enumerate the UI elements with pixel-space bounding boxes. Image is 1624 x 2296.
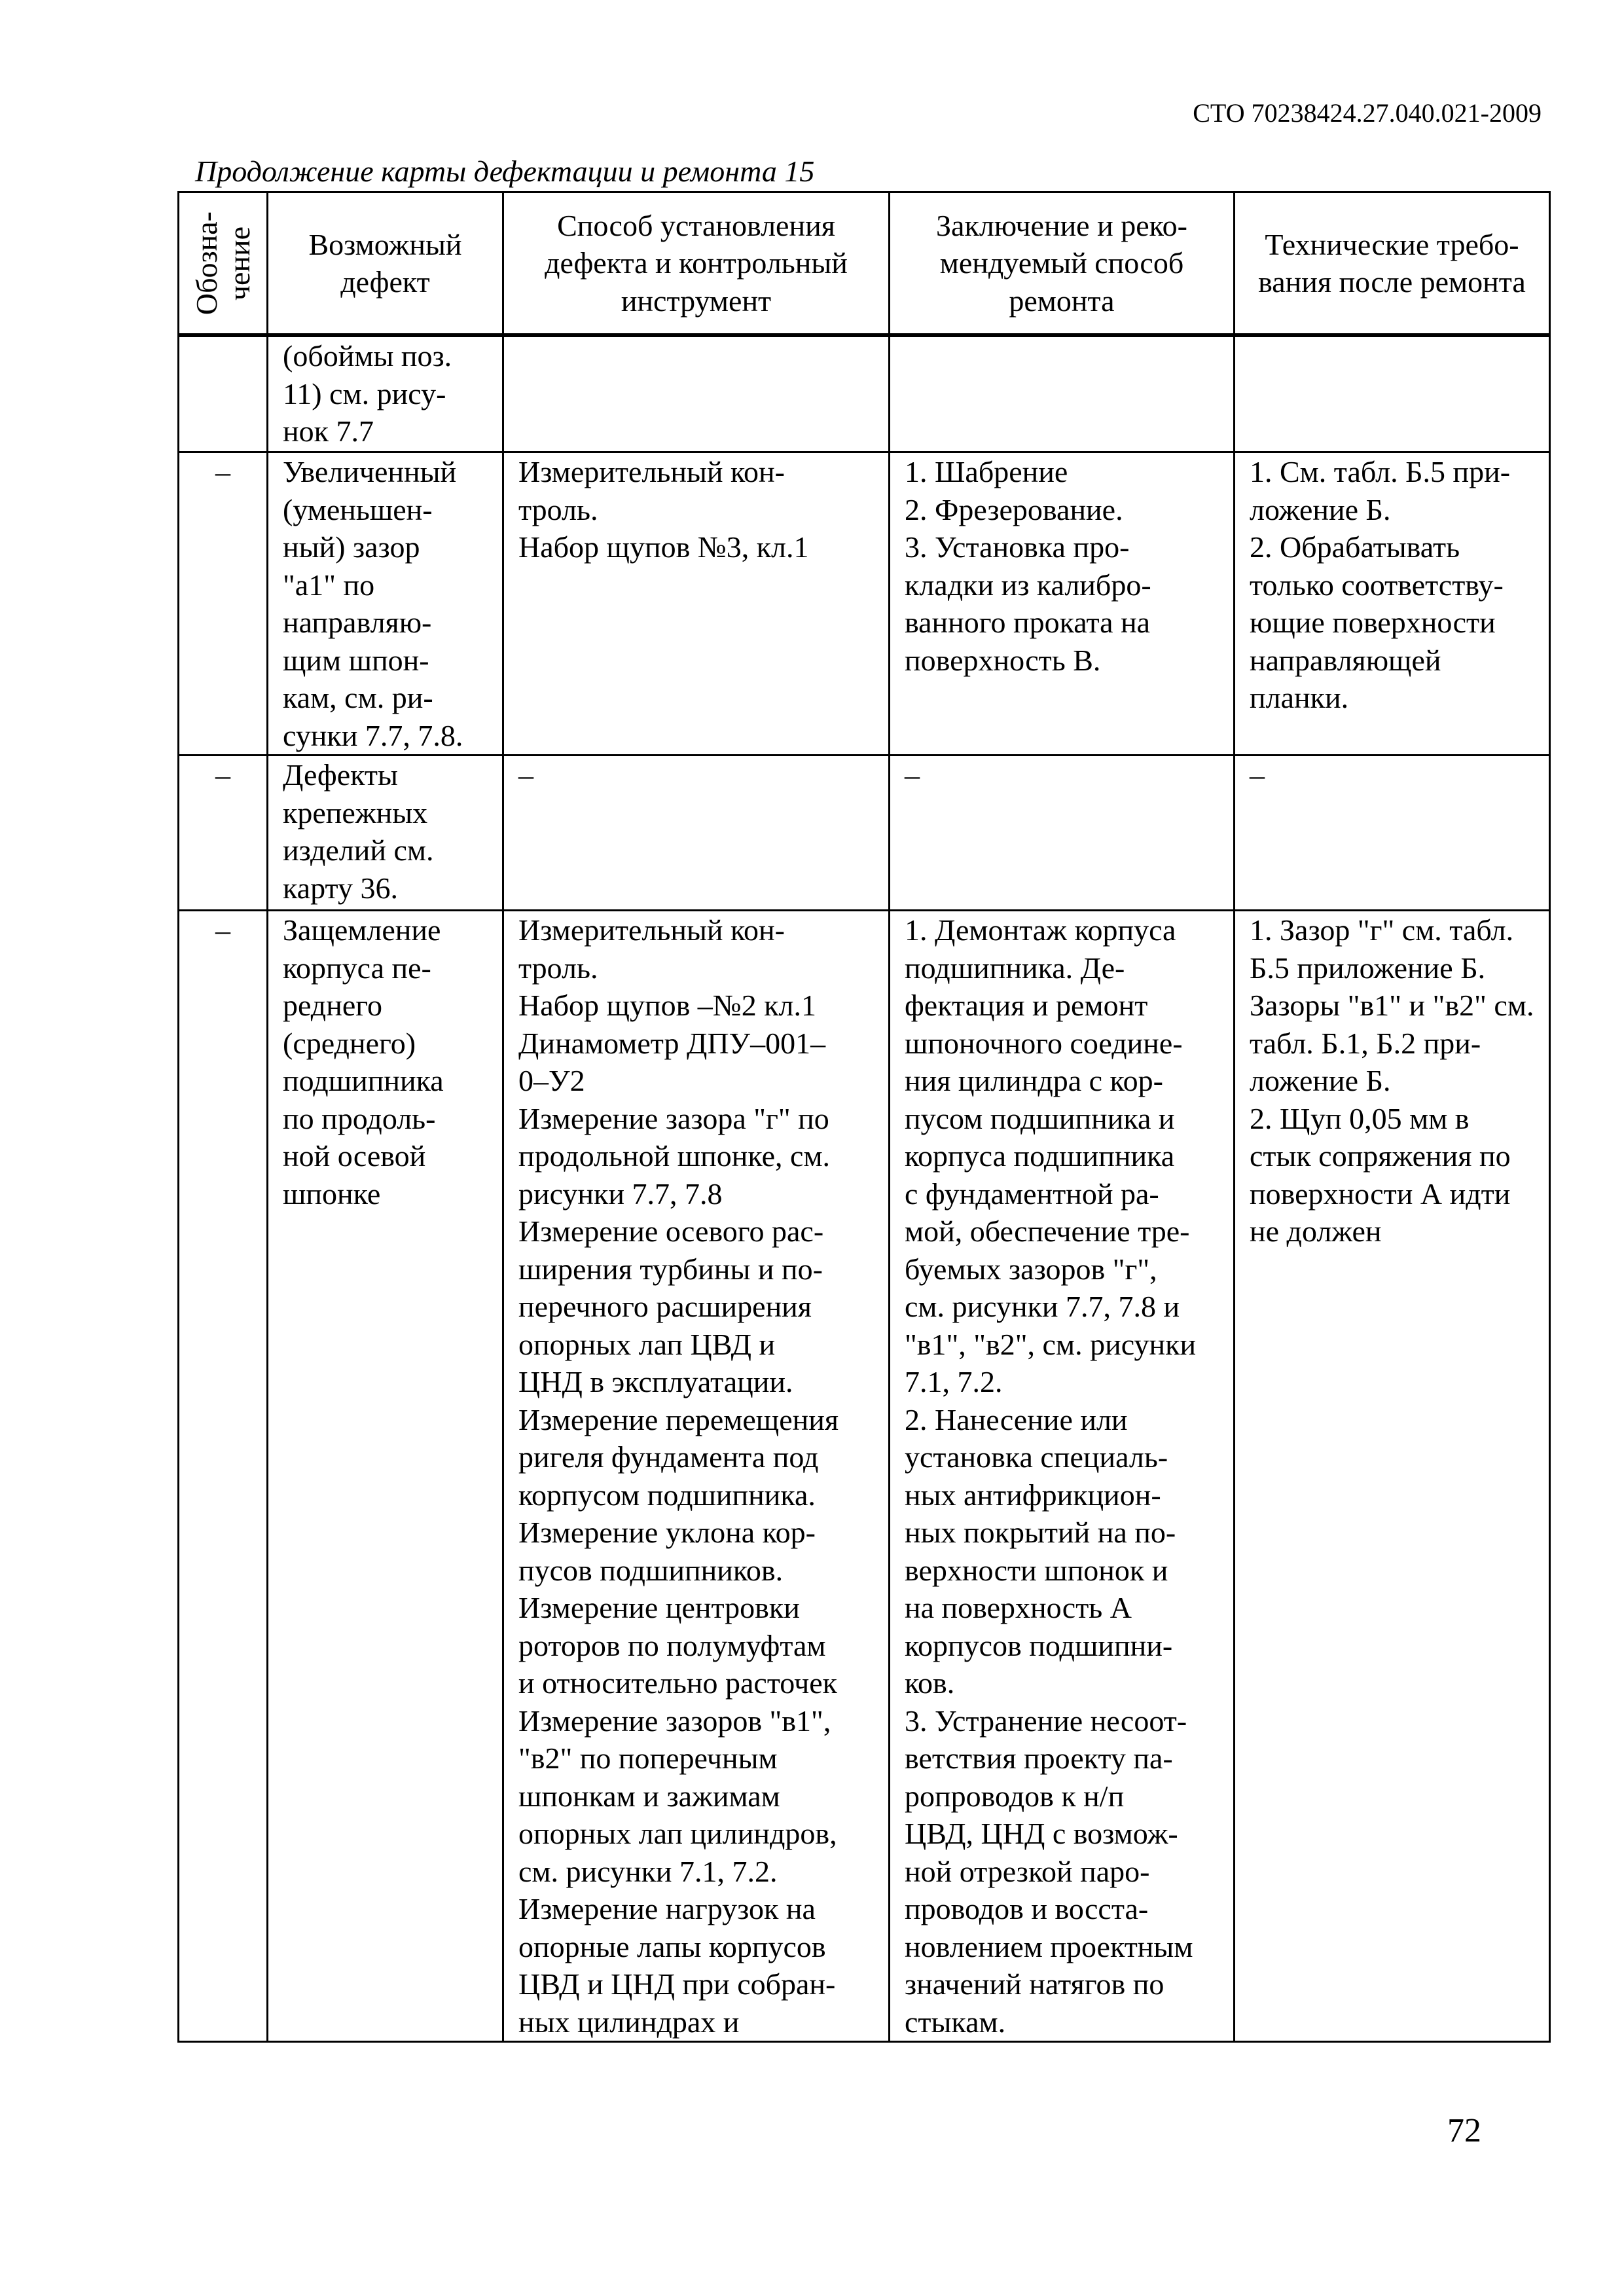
cell-line: ширения турбины и по- [518,1252,823,1286]
table-row [179,756,1550,911]
header-method [503,192,890,336]
cell-line: Измерение уклона кор- [518,1516,816,1549]
cell-line: шпонке [283,1176,381,1211]
cell-line: буемых зазоров "г", [905,1252,1157,1286]
cell-line: – [1250,758,1265,792]
cell-line: изделий см. [283,833,434,867]
cell-line: ния цилиндра с кор- [905,1064,1163,1097]
cell-line: продольной шпонке, см. [518,1139,831,1173]
cell-line: 1. См. табл. Б.5 при- [1250,455,1511,488]
cell-line: и относительно расточек [518,1666,838,1700]
cell-line: Защемление [283,913,441,947]
cell-line: 2. Щуп 0,05 мм в [1250,1101,1470,1135]
cell-line: ющие поверхности [1250,606,1496,639]
cell-line: "в2" по поперечным [518,1741,778,1775]
cell-line: стыкам. [905,2005,1006,2039]
cell-line: поверхности А идти [1250,1176,1511,1211]
cell-line: 2. Нанесение или [905,1402,1128,1436]
cell-line: нок 7.7 [283,414,374,448]
header-requirements-line: вания после ремонта [1258,265,1526,299]
cell-line: см. рисунки 7.1, 7.2. [518,1854,778,1888]
cell-line: 2. Обрабатывать [1250,530,1460,564]
cell-line: ный) зазор [283,530,420,564]
header-conclusion-line: мендуемый способ [939,246,1184,280]
cell-line: Б.5 приложение Б. [1250,951,1486,985]
cell-conclusion [890,911,1235,2042]
cell-line: корпусом подшипника. [518,1478,816,1512]
cell-line: 11) см. рису- [283,376,446,410]
cell-line: направляющей [1250,643,1441,677]
cell-line: подшипника. Де- [905,951,1125,985]
cell-line: поверхность В. [905,643,1101,677]
cell-conclusion [890,452,1235,756]
cell-line: кам, см. ри- [283,681,433,714]
cell-line: корпусов подшипни- [905,1628,1173,1662]
cell-line: шпоночного соедине- [905,1026,1183,1060]
cell-line: "а1" по [283,568,375,602]
cell-mark: – [179,911,268,2042]
cell-line: направляю- [283,606,432,639]
cell-line: опорных лап ЦВД и [518,1327,776,1361]
cell-line: реднего [283,989,382,1022]
cell-line: (обоймы поз. [283,339,452,373]
cell-line: табл. Б.1, Б.2 при- [1250,1026,1481,1060]
cell-line: карту 36. [283,871,398,905]
cell-line: щим шпон- [283,643,429,677]
cell-method [503,756,890,911]
cell-line: Набор щупов –№2 кл.1 [518,989,816,1022]
header-requirements [1235,192,1550,336]
cell-line: ных антифрикцион- [905,1478,1161,1512]
cell-line: Увеличенный [283,455,457,488]
cell-line: крепежных [283,795,428,829]
cell-line: (среднего) [283,1026,416,1060]
cell-line: см. рисунки 7.7, 7.8 и [905,1290,1180,1323]
cell-requirements [1235,452,1550,756]
cell-method [503,335,890,452]
cell-line: 1. Зазор "г" см. табл. [1250,913,1514,947]
cell-line: ригеля фундамента под [518,1440,819,1474]
header-conclusion [890,192,1235,336]
continuation-caption: Продолжение карты дефектации и ремонта 15 [195,155,815,188]
cell-line: Измерение перемещения [518,1402,839,1436]
cell-line: ЦНД в эксплуатации. [518,1365,793,1398]
cell-line: 2. Фрезерование. [905,492,1123,526]
cell-line: 0–У2 [518,1064,585,1097]
cell-line: ков. [905,1666,955,1700]
cell-conclusion [890,756,1235,911]
cell-line: Набор щупов №3, кл.1 [518,530,809,564]
cell-line: фектация и ремонт [905,989,1148,1022]
cell-conclusion [890,335,1235,452]
table-row [179,452,1550,756]
cell-line: 3. Устранение несоот- [905,1704,1187,1738]
cell-line: перечного расширения [518,1290,812,1323]
header-conclusion-line: Заключение и реко- [936,208,1187,242]
cell-line: – [518,758,533,792]
table-row [179,911,1550,2042]
cell-line: с фундаментной ра- [905,1176,1159,1211]
cell-line: роторов по полумуфтам [518,1628,826,1662]
header-method-line: инструмент [621,283,772,318]
cell-line: 1. Шабрение [905,455,1068,488]
header-defect [268,192,503,336]
cell-line: Измерение центровки [518,1591,800,1624]
cell-line: 3. Установка про- [905,530,1130,564]
cell-line: Измерение осевого рас- [518,1214,824,1248]
cell-line: троль. [518,951,598,985]
cell-line: ных покрытий на по- [905,1516,1176,1549]
cell-defect [268,335,503,452]
header-conclusion-line: ремонта [1009,283,1115,318]
cell-line: корпуса пе- [283,951,431,985]
cell-line: новлением проектным [905,1929,1193,1963]
cell-line: троль. [518,492,598,526]
cell-line: не должен [1250,1214,1382,1248]
cell-line: Дефекты [283,758,398,792]
cell-line: стык сопряжения по [1250,1139,1511,1173]
cell-line: ЦВД и ЦНД при собран- [518,1967,836,2001]
cell-line: Измерение нагрузок на [518,1892,816,1925]
cell-line: проводов и восста- [905,1892,1149,1925]
cell-line: ложение Б. [1250,1064,1391,1097]
cell-line: "в1", "в2", см. рисунки [905,1327,1197,1361]
cell-line: Динамометр ДПУ–001– [518,1026,826,1060]
cell-line: значений натягов по [905,1967,1164,2001]
cell-line: Измерительный кон- [518,455,785,488]
cell-method [503,452,890,756]
cell-mark: – [179,756,268,911]
cell-line: опорные лапы корпусов [518,1929,826,1963]
cell-defect [268,756,503,911]
header-mark-line: Обозна- [189,211,223,316]
cell-line: подшипника [283,1064,444,1097]
cell-line: установка специаль- [905,1440,1168,1474]
cell-line: Зазоры "в1" и "в2" см. [1250,989,1534,1022]
cell-line: – [905,758,920,792]
page-number: 72 [1447,2112,1481,2149]
cell-requirements [1235,756,1550,911]
cell-line: (уменьшен- [283,492,433,526]
cell-line: верхности шпонок и [905,1553,1168,1587]
cell-line: 1. Демонтаж корпуса [905,913,1176,947]
cell-line: ЦВД, ЦНД с возмож- [905,1817,1178,1850]
cell-line: опорных лап цилиндров, [518,1817,837,1850]
cell-defect [268,452,503,756]
defect-repair-table [177,191,1551,2043]
cell-line: Измерительный кон- [518,913,785,947]
cell-line: ропроводов к н/п [905,1779,1125,1813]
cell-line: ветствия проекту па- [905,1741,1173,1775]
header-method-line: дефекта и контрольный [545,246,848,280]
cell-line: рисунки 7.7, 7.8 [518,1176,723,1211]
cell-line: на поверхность А [905,1591,1132,1624]
cell-line: планки. [1250,681,1349,714]
cell-line: ложение Б. [1250,492,1391,526]
cell-method [503,911,890,2042]
header-mark [179,192,268,336]
cell-requirements [1235,335,1550,452]
cell-line: 7.1, 7.2. [905,1365,1003,1398]
cell-mark [179,335,268,452]
cell-line: кладки из калибро- [905,568,1151,602]
cell-requirements [1235,911,1550,2042]
cell-line: пусом подшипника и [905,1101,1175,1135]
cell-mark: – [179,452,268,756]
header-mark-line: чение [222,226,256,301]
cell-line: Измерение зазора "г" по [518,1101,829,1135]
cell-line: только соответству- [1250,568,1504,602]
cell-line: ной осевой [283,1139,426,1173]
header-mark-text [190,211,256,315]
cell-line: ных цилиндрах и [518,2005,740,2039]
cell-line: ной отрезкой паро- [905,1854,1150,1888]
cell-line: пусов подшипников. [518,1553,784,1587]
cell-line: сунки 7.7, 7.8. [283,718,463,752]
header-defect-line: Возможный [308,227,462,261]
cell-line: Измерение зазоров "в1", [518,1704,831,1738]
cell-line: шпонкам и зажимам [518,1779,780,1813]
cell-line: мой, обеспечение тре- [905,1214,1190,1248]
header-method-line: Способ установления [557,208,835,242]
header-requirements-line: Технические требо- [1265,227,1519,261]
header-defect-line: дефект [340,265,430,299]
cell-line: ванного проката на [905,606,1151,639]
cell-line: по продоль- [283,1101,436,1135]
document-code: СТО 70238424.27.040.021-2009 [1193,98,1542,128]
cell-defect [268,911,503,2042]
table-header-row [179,192,1550,336]
table-row [179,335,1550,452]
cell-line: корпуса подшипника [905,1139,1175,1173]
